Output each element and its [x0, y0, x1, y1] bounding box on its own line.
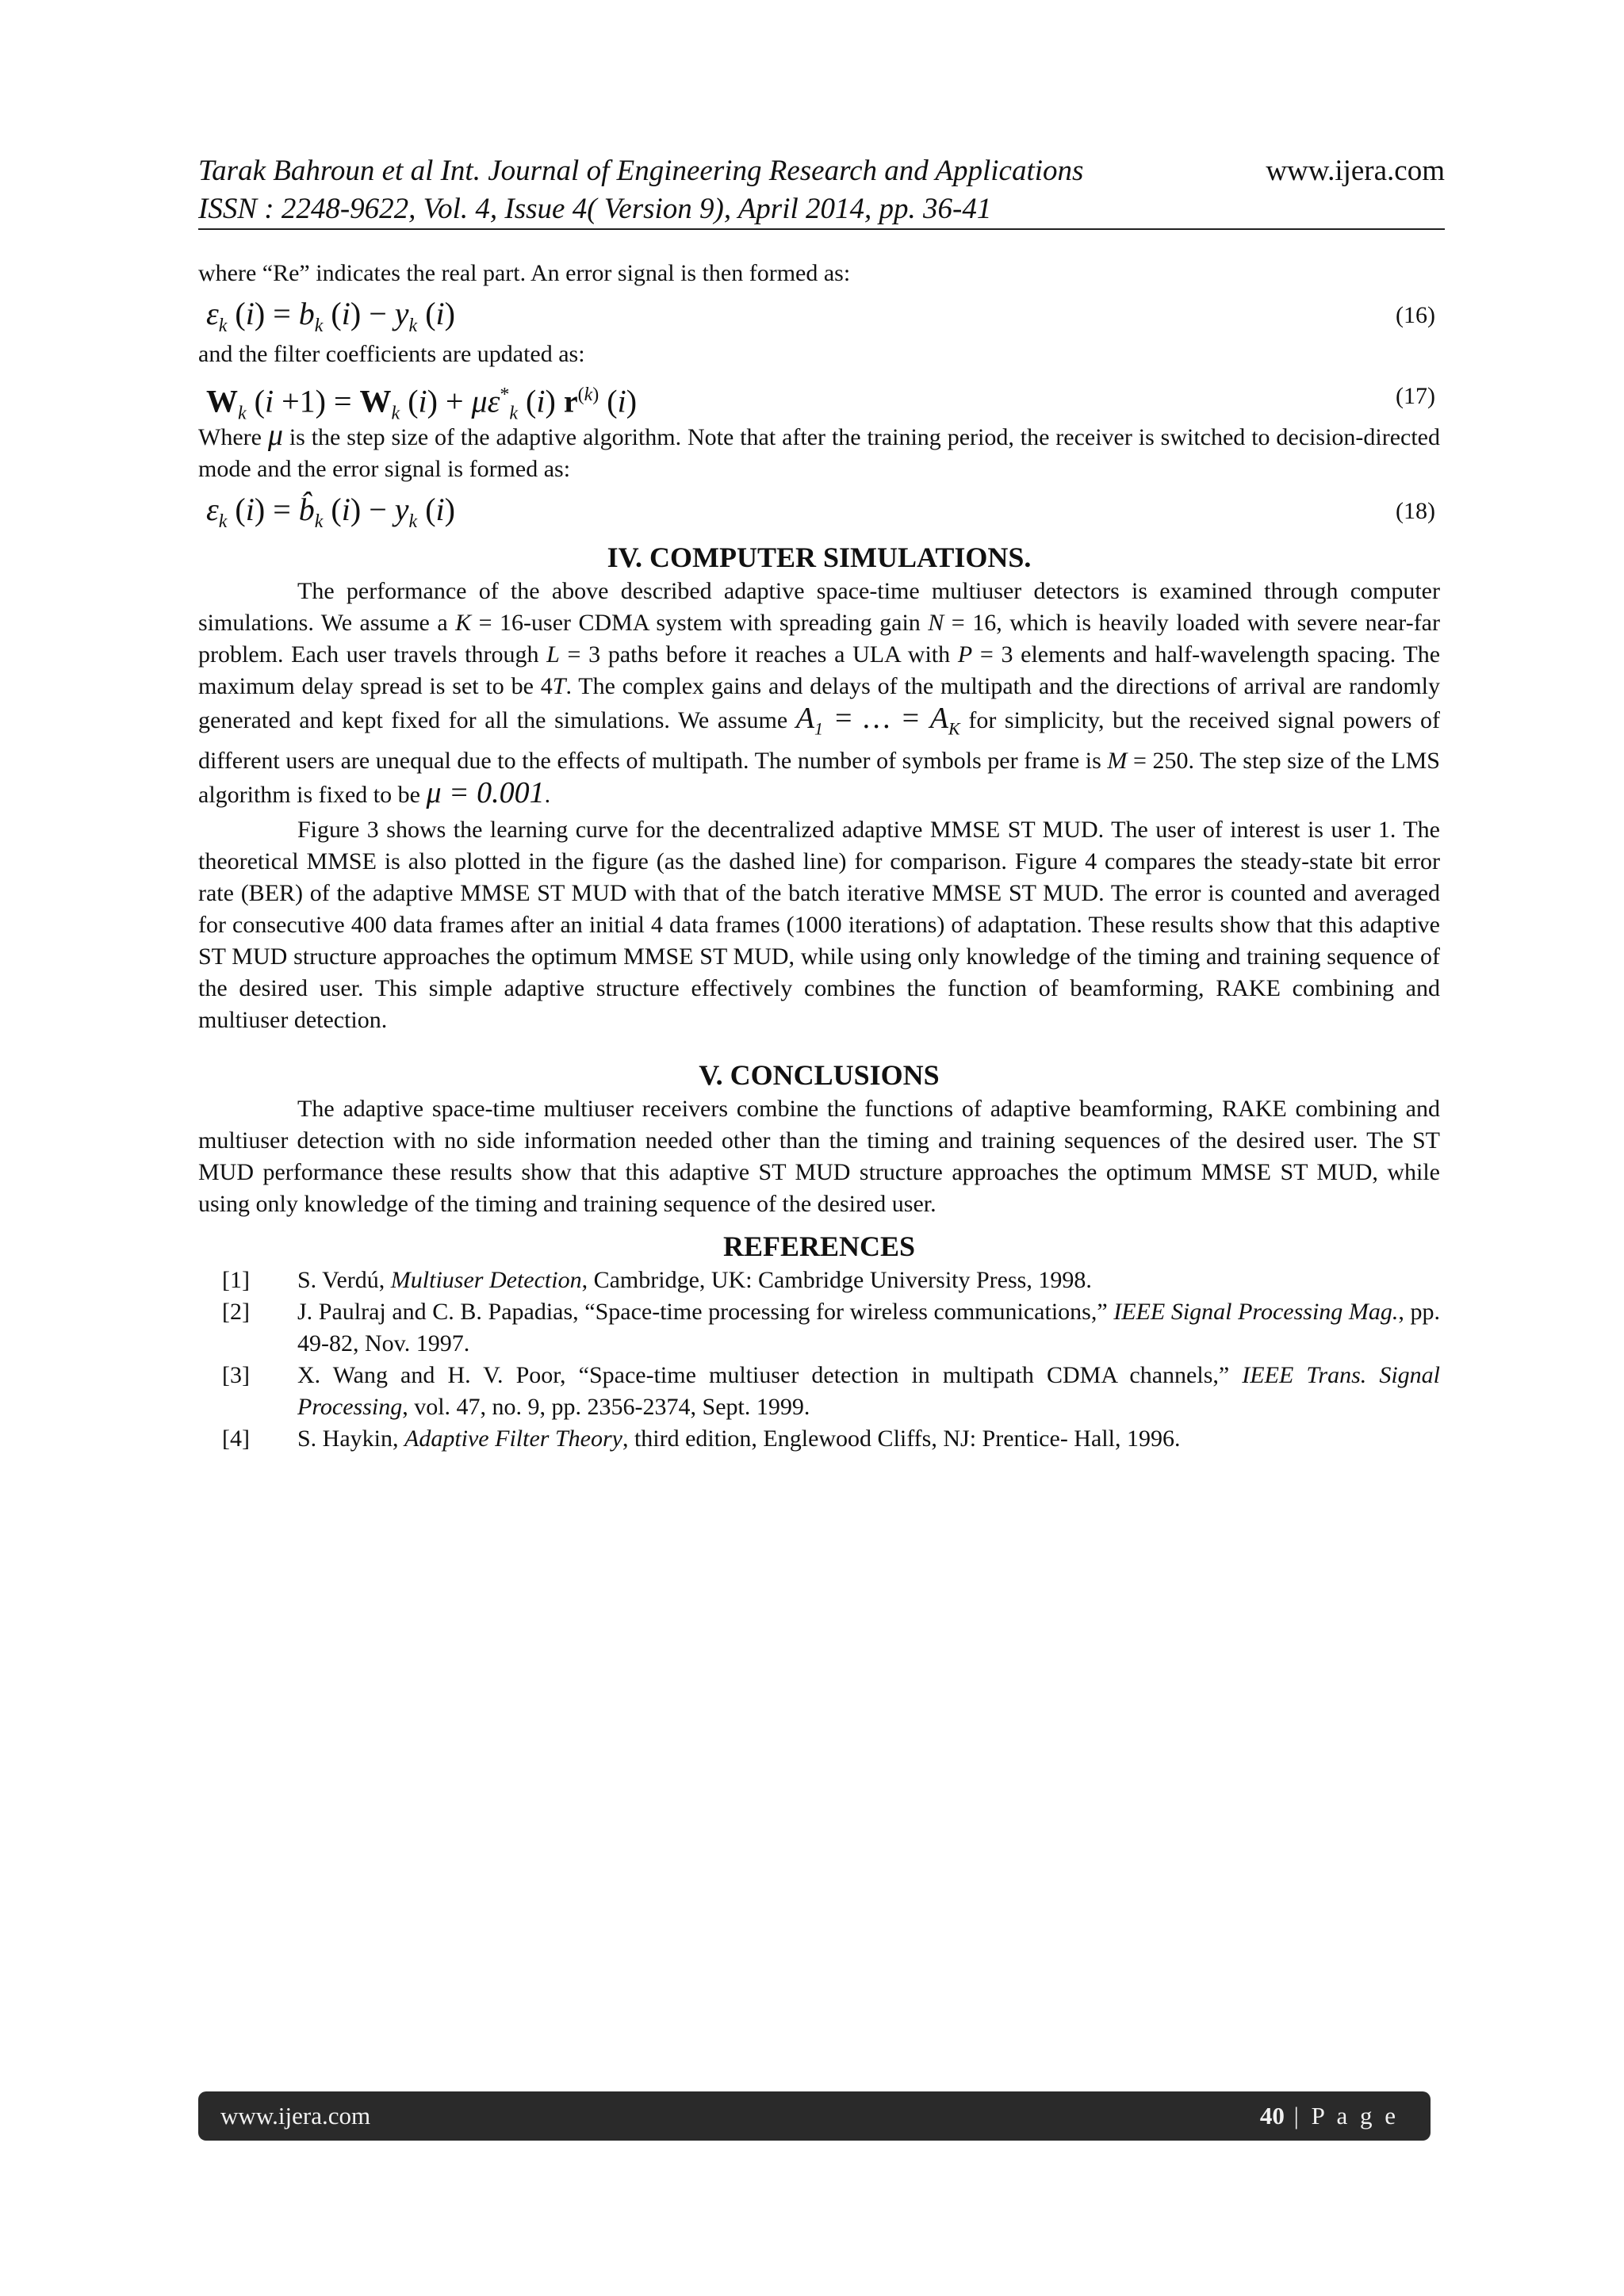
paragraph-simulations-1: The performance of the above described adaptive space-time multiuser detectors is examined through computer simulations. We assume a K = 16-user CDMA system with spreading gain N = 16, which is heavily loaded with severe near-far problem. Each user travels through L = 3 paths before it reaches a ULA with P = 3 elements and half-wavelength spacing. The maximum delay spread is set to be 4T. The complex gains and delays of the multipath and the directions of arrival are randomly generated and kept fixed for all the simulations. We assume $A_1$ = … = $A_K$ for simplicity, but the received signal powers of different users are unequal due to the effects of multipath. The number of symbols per frame is M = 250. The step size of the LMS algorithm is fixed to be μ = 0.001.: [198, 578, 1441, 809]
paragraph-step-size: Where μ is the step size of the adaptive algorithm. Note that after the training period, the receiver is switched to decision-directed mode and the error signal is formed as:: [198, 419, 1441, 482]
paragraph-update: and the filter coefficients are updated as:: [198, 341, 585, 367]
equation-17-expression: $W_k$ $(i +1) = W_k$ $(i) + \mu\varepsilon^*_k$ (i) $r^{(k)}$ (i): [206, 383, 638, 424]
reference-item: [2] J. Paulraj and C. B. Papadias, “Space-time processing for wireless communications,” IEEE Signal Processing Mag., pp. 49-82, Nov. 1997.: [222, 1298, 1441, 1357]
references-heading: REFERENCES: [722, 1230, 916, 1262]
section-heading-simulations: IV. COMPUTER SIMULATIONS.: [607, 541, 1032, 573]
header-divider: [198, 228, 1445, 230]
paragraph-simulations-2: Figure 3 shows the learning curve for the decentralized adaptive MMSE ST MUD. The user of interest is user 1. The theoretical MMSE is also plotted in the figure (as the dashed line) for comparison. Figure 4 compares the steady-state bit error rate (BER) of the adaptive MMSE ST MUD with that of the batch iterative MMSE ST MUD. The error is counted and averaged for consecutive 400 data frames after an initial 4 data frames (1000 iterations) of adaptation. These results show that this adaptive ST MUD structure approaches the optimum MMSE ST MUD, while using only knowledge of the timing and training sequence of the desired user. This simple adaptive structure effectively combines the function of beamforming, RAKE combining and multiuser detection.: [198, 816, 1440, 1033]
page-footer: [198, 2091, 1431, 2141]
equation-16-expression: $\varepsilon_k$ $(i) = b_k$ $(i) - y_k$ (i): [206, 296, 455, 336]
page-number: 40: [1259, 2102, 1285, 2130]
header-citation-line2: ISSN : 2248-9622, Vol. 4, Issue 4( Version 9), April 2014, pp. 36-41: [198, 193, 992, 225]
paragraph-conclusions: The adaptive space-time multiuser receivers combine the functions of adaptive beamforming, RAKE combining and multiuser detection with no side information needed other than the timing and training sequences of the desired user. The ST MUD performance these results show that this adaptive ST MUD structure approaches the optimum MMSE ST MUD, while using only knowledge of the timing and training sequence of the desired user.: [198, 1095, 1440, 1217]
header-website: www.ijera.com: [1266, 155, 1445, 187]
paragraph-intro: where “Re” indicates the real part. An error signal is then formed as:: [198, 260, 851, 286]
equation-17-number: (17): [1396, 383, 1435, 409]
reference-item: [1] S. Verdú, Multiuser Detection, Cambridge, UK: Cambridge University Press, 1998.: [222, 1266, 1092, 1293]
footer-page-indicator: 40 | P a g e: [1259, 2102, 1399, 2130]
footer-website: www.ijera.com: [220, 2102, 371, 2130]
section-heading-conclusions: V. CONCLUSIONS: [699, 1058, 940, 1091]
reference-item: [4] S. Haykin, Adaptive Filter Theory, third edition, Englewood Cliffs, NJ: Prentice- Hall, 1996.: [222, 1425, 1181, 1452]
header-citation-line1: Tarak Bahroun et al Int. Journal of Engineering Research and Applications: [198, 155, 1084, 187]
step-size-formula: μ = 0.001: [426, 775, 545, 809]
equal-amplitude-formula: $A_1$ = … = $A_K$: [795, 702, 960, 739]
mu-symbol: μ: [267, 419, 283, 452]
reference-list: [198, 1265, 1440, 1455]
equation-18-expression: $\varepsilon_k$ $(i) = b̂_k$ $(i) - y_k$ (i): [206, 492, 455, 532]
equation-16-number: (16): [1396, 302, 1435, 328]
equation-18: [198, 490, 1440, 530]
running-header: [198, 152, 1445, 228]
page-body: [198, 258, 1440, 1455]
equation-17: [198, 375, 1440, 424]
equation-16: [198, 294, 1440, 334]
reference-item: [3] X. Wang and H. V. Poor, “Space-time multiuser detection in multipath CDMA channels,” IEEE Trans. Signal Processing, vol. 47, no. 9, pp. 2356-2374, Sept. 1999.: [222, 1361, 1441, 1420]
equation-18-number: (18): [1396, 498, 1435, 524]
